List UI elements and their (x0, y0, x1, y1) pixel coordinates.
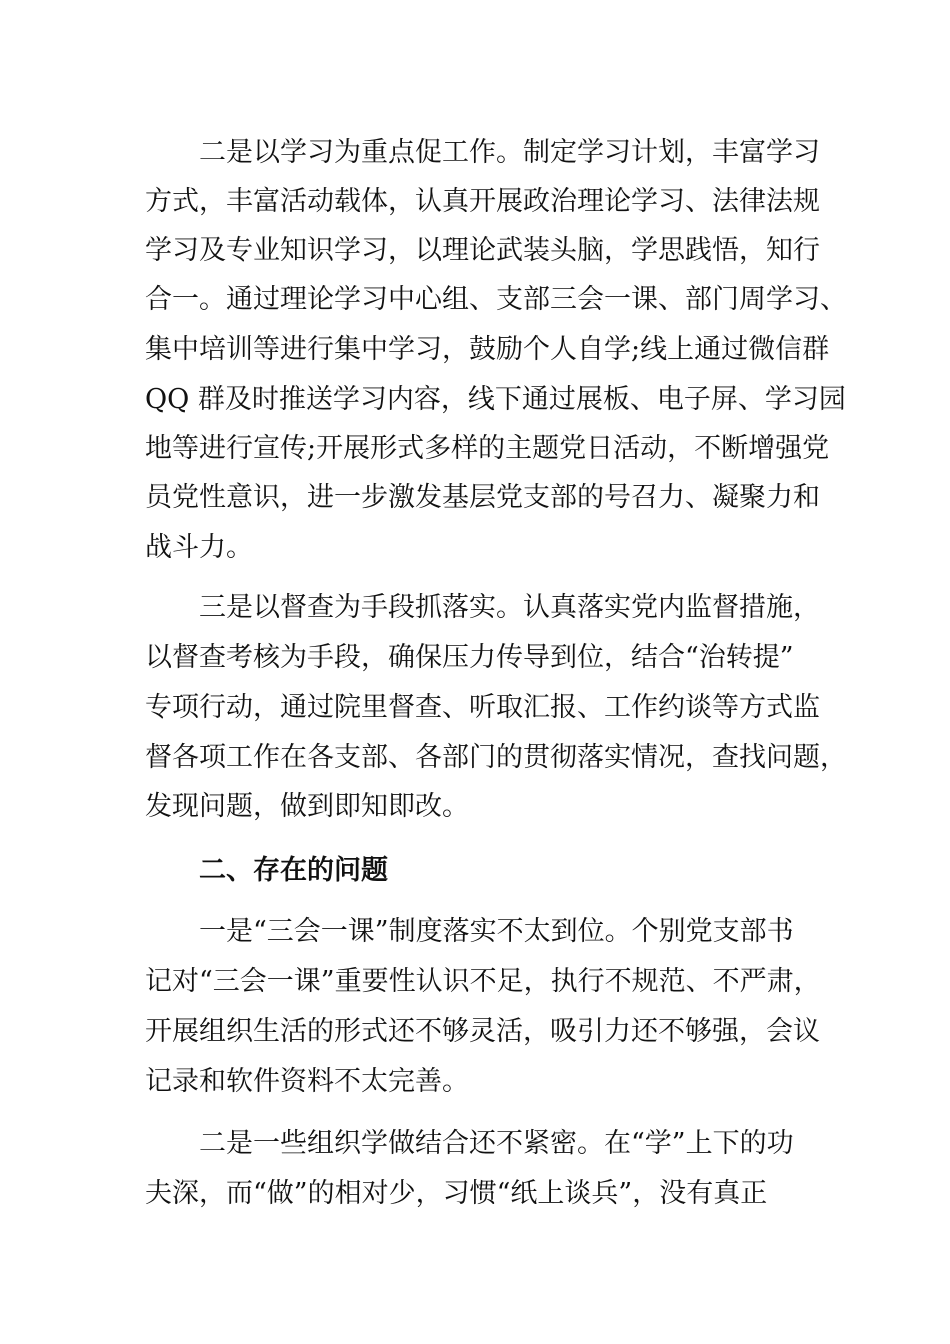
text-line: 记对“三会一课”重要性认识不足，执行不规范、不严肃， (145, 966, 821, 997)
text-line: 督各项工作在各支部、各部门的贯彻落实情况，查找问题， (145, 742, 847, 773)
text-line: 战斗力。 (145, 532, 253, 563)
text-line: 二是一些组织学做结合还不紧密。在“学”上下的功 (199, 1128, 794, 1159)
text-line: 记录和软件资料不太完善。 (145, 1066, 469, 1097)
text-line: 夫深，而“做”的相对少，习惯“纸上谈兵”，没有真正 (145, 1178, 768, 1209)
text-line: 地等进行宣传;开展形式多样的主题党日活动，不断增强党 (145, 433, 830, 464)
text-line: 一是“三会一课”制度落实不太到位。个别党支部书 (199, 916, 794, 947)
text-line: 合一。通过理论学习中心组、支部三会一课、部门周学习、 (145, 284, 847, 315)
text-line: 三是以督查为手段抓落实。认真落实党内监督措施， (199, 592, 820, 623)
text-line: 以督查考核为手段，确保压力传导到位，结合“治转提” (145, 642, 794, 673)
section-heading: 二、存在的问题 (199, 855, 388, 886)
text-line: 学习及专业知识学习，以理论武装头脑，学思践悟，知行 (145, 235, 820, 266)
text-line: 专项行动，通过院里督查、听取汇报、工作约谈等方式监 (145, 692, 820, 723)
text-line: 发现问题，做到即知即改。 (145, 791, 469, 822)
text-line: 二是以学习为重点促工作。制定学习计划，丰富学习 (199, 137, 820, 168)
text-line: 集中培训等进行集中学习，鼓励个人自学;线上通过微信群 (145, 334, 830, 365)
text-line: 员党性意识，进一步激发基层党支部的号召力、凝聚力和 (145, 482, 820, 513)
text-line: 开展组织生活的形式还不够灵活，吸引力还不够强，会议 (145, 1016, 820, 1047)
text-line: 方式，丰富活动载体，认真开展政治理论学习、法律法规 (145, 186, 820, 217)
text-line: QQ 群及时推送学习内容，线下通过展板、电子屏、学习园 (145, 384, 846, 415)
